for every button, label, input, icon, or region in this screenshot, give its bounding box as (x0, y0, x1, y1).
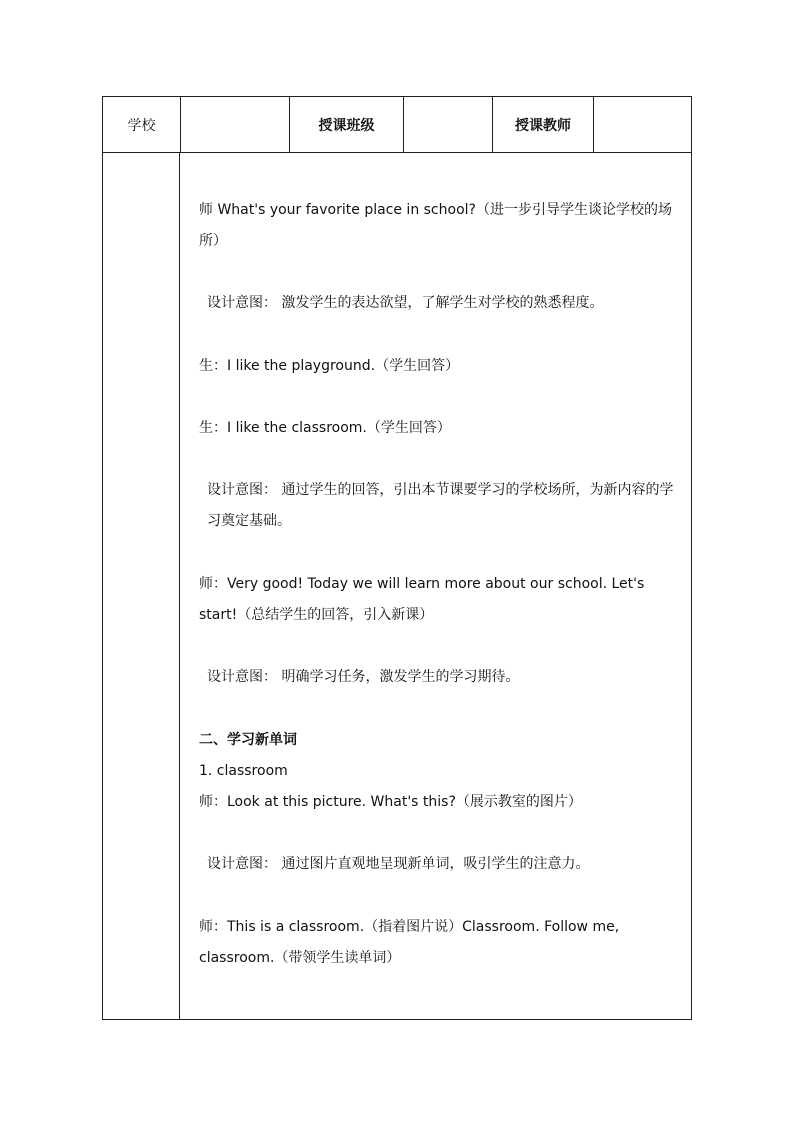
content-line: 师 What's your favorite place in school?（进一步引导学生谈论学校的场所） (199, 202, 672, 249)
section-heading: 二、学习新单词 (199, 732, 297, 748)
content-line: 设计意图： 激发学生的表达欲望，了解学生对学校的熟悉程度。 (207, 295, 604, 311)
class-label: 授课班级 (318, 117, 375, 134)
content-line: 师：Look at this picture. What's this?（展示教室的图片） (199, 794, 582, 810)
school-label-cell (103, 97, 180, 152)
lesson-content (181, 153, 691, 1019)
content-line: 1. classroom (199, 763, 288, 779)
class-value-cell (404, 97, 492, 152)
content-line: 设计意图： 明确学习任务，激发学生的学习期待。 (207, 669, 520, 685)
content-line: 设计意图： 通过图片直观地呈现新单词，吸引学生的注意力。 (207, 856, 590, 872)
left-column (103, 153, 180, 1019)
teacher-label-cell (493, 97, 593, 152)
content-line: 师：This is a classroom.（指着图片说）Classroom. Follow me, classroom.（带领学生读单词） (199, 919, 620, 966)
table-header-row (103, 97, 691, 153)
school-value-cell (181, 97, 289, 152)
content-line: 生：I like the classroom.（学生回答） (199, 420, 451, 436)
teacher-label: 授课教师 (515, 117, 571, 134)
class-label-cell (290, 97, 403, 152)
content-line: 师：Very good! Today we will learn more about our school. Let's start!（总结学生的回答，引入新课） (199, 576, 645, 623)
content-line: 设计意图： 通过学生的回答，引出本节课要学习的学校场所，为新内容的学习奠定基础。 (207, 482, 674, 529)
content-line: 生：I like the playground.（学生回答） (199, 358, 460, 374)
teacher-value-cell (594, 97, 691, 152)
lesson-table (102, 96, 692, 1020)
school-label: 学校 (127, 117, 156, 134)
